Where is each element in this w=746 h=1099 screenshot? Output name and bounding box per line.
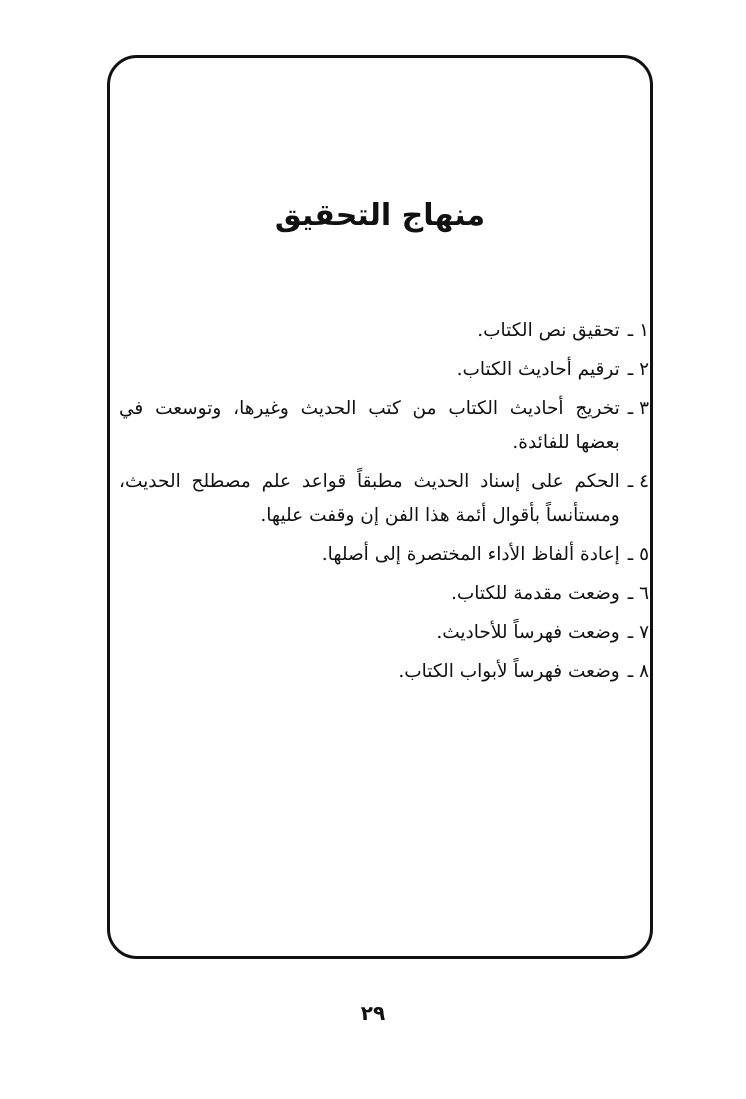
methodology-list (119, 314, 649, 694)
item-number: ٦ ـ (627, 583, 649, 604)
item-text: وضعت مقدمة للكتاب. (450, 583, 620, 604)
item-number: ٨ ـ (627, 661, 649, 682)
item-number: ٢ ـ (627, 359, 649, 380)
list-item (119, 655, 649, 689)
item-text: تحقيق نص الكتاب. (477, 320, 620, 341)
item-text: ترقيم أحاديث الكتاب. (456, 359, 620, 380)
item-text: الحكم على إسناد الحديث مطبقاً قواعد علم مصطلح الحديث، ومستأنساً بأقوال أئمة هذا الفن إن وقفت عليها. (119, 471, 620, 526)
item-text: وضعت فهرساً للأحاديث. (436, 622, 620, 643)
item-number: ٣ ـ (627, 398, 649, 419)
list-item (119, 538, 649, 572)
list-item (119, 314, 649, 348)
page-title: منهاج التحقيق (274, 198, 486, 233)
list-item (119, 353, 649, 387)
item-number: ١ ـ (627, 320, 649, 341)
page-number: ٢٩ (360, 1001, 386, 1025)
list-item (119, 616, 649, 650)
item-number: ٥ ـ (627, 544, 649, 565)
item-text: إعادة ألفاظ الأداء المختصرة إلى أصلها. (321, 544, 620, 565)
item-number: ٤ ـ (627, 471, 649, 492)
list-item (119, 392, 649, 460)
item-text: تخريج أحاديث الكتاب من كتب الحديث وغيرها، وتوسعت في بعضها للفائدة. (119, 398, 620, 453)
list-item (119, 465, 649, 533)
item-text: وضعت فهرساً لأبواب الكتاب. (398, 661, 620, 682)
item-number: ٧ ـ (627, 622, 649, 643)
list-item (119, 577, 649, 611)
